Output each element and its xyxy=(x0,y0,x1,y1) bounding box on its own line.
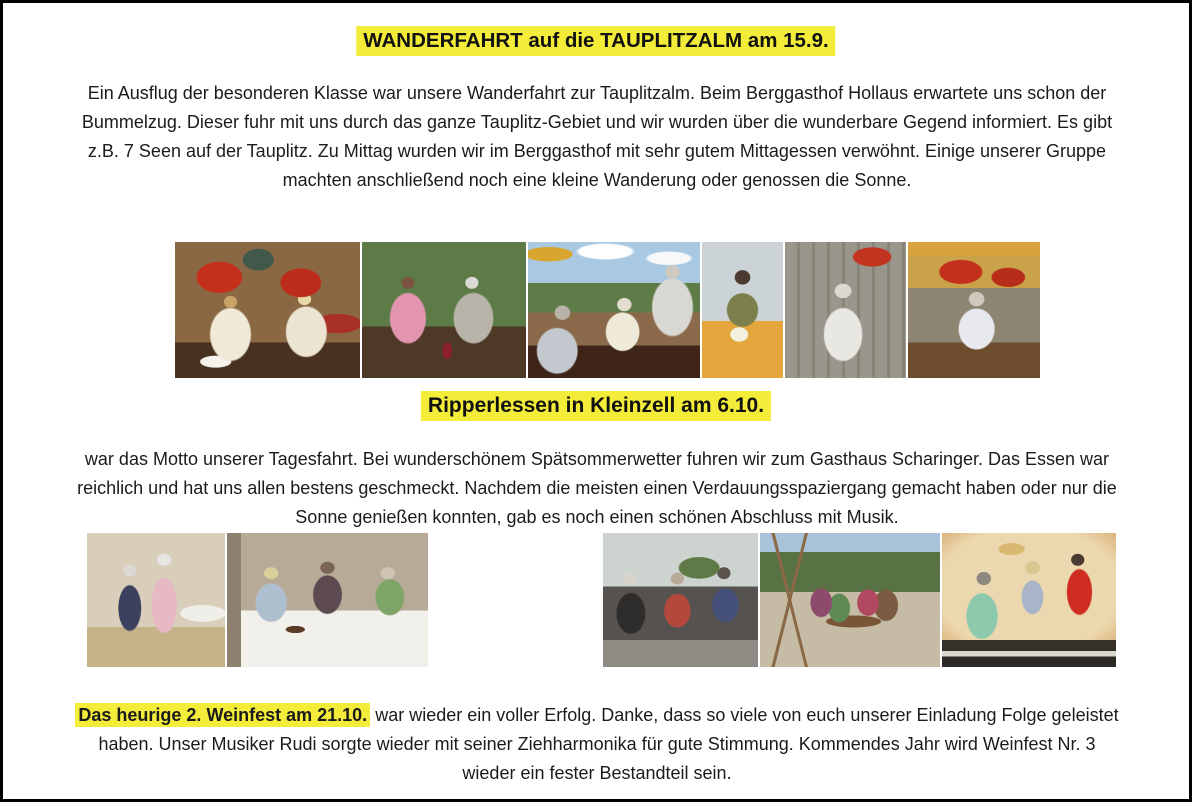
photo-group-mountain-terrace-sky xyxy=(528,242,700,378)
photo-two-women-wine-forest-terrace xyxy=(362,242,526,378)
photo-couple-talking-restaurant xyxy=(87,533,225,667)
photo-woman-icecream-sundae xyxy=(702,242,783,378)
paragraph-ripperlessen: war das Motto unserer Tagesfahrt. Bei wunderschönem Spätsommerwetter fuhren wir zum Gasthaus Scharinger. Das Essen war reichlich und hat uns allen bestens geschmeckt. Nachdem die meisten einen Verdauungsspaziergang gemacht haben oder nur die Sonne genießen konnten, gab es noch einen schönen Abschluss mit Musik. xyxy=(77,449,1117,527)
heading-ripperlessen: Ripperlessen in Kleinzell am 6.10. xyxy=(421,391,771,421)
heading-wanderfahrt: WANDERFAHRT auf die TAUPLITZALM am 15.9. xyxy=(356,26,835,56)
weinfest-text: war wieder ein voller Erfolg. Danke, dass so viele von euch unserer Einladung Folge geleistet haben. Unser Musiker Rudi sorgte wieder mit seiner Ziehharmonika für gute Stimmung. Kommendes Jahr wird Weinfest Nr. 3 wieder ein fester Bestandteil sein. xyxy=(98,705,1119,783)
paragraph-wanderfahrt: Ein Ausflug der besonderen Klasse war unsere Wanderfahrt zur Tauplitzalm. Beim Berggasthof Hollaus erwartete uns schon der Bummelzug. Dieser fuhr mit uns durch das ganze Tauplitz-Gebiet und wir wurden über die wunderbare Gegend informiert. Es gibt z.B. 7 Seen auf der Tauplitz. Zu Mittag wurden wir im Berggasthof mit sehr gutem Mittagessen verwöhnt. Einige unserer Gruppe machten anschließend noch eine kleine Wanderung oder genossen die Sonne. xyxy=(81,83,1113,190)
paragraph-weinfest xyxy=(75,701,1119,788)
photo-two-women-terrace-roses xyxy=(430,533,601,667)
photo-two-women-dessert-cabin-geraniums xyxy=(175,242,360,378)
photo-three-women-dining-table xyxy=(227,533,428,667)
photo-row-tauplitzalm xyxy=(175,242,1040,378)
photo-musicians-keyboard-toast xyxy=(942,533,1116,667)
photo-three-guests-outdoor-table xyxy=(603,533,758,667)
weinfest-highlight-lead: Das heurige 2. Weinfest am 21.10. xyxy=(75,703,370,727)
photo-group-picnic-playground xyxy=(760,533,940,667)
photo-woman-seated-wooden-wall-flowers xyxy=(785,242,906,378)
photo-woman-geranium-window-table xyxy=(908,242,1040,378)
photo-row-kleinzell xyxy=(87,533,1116,667)
